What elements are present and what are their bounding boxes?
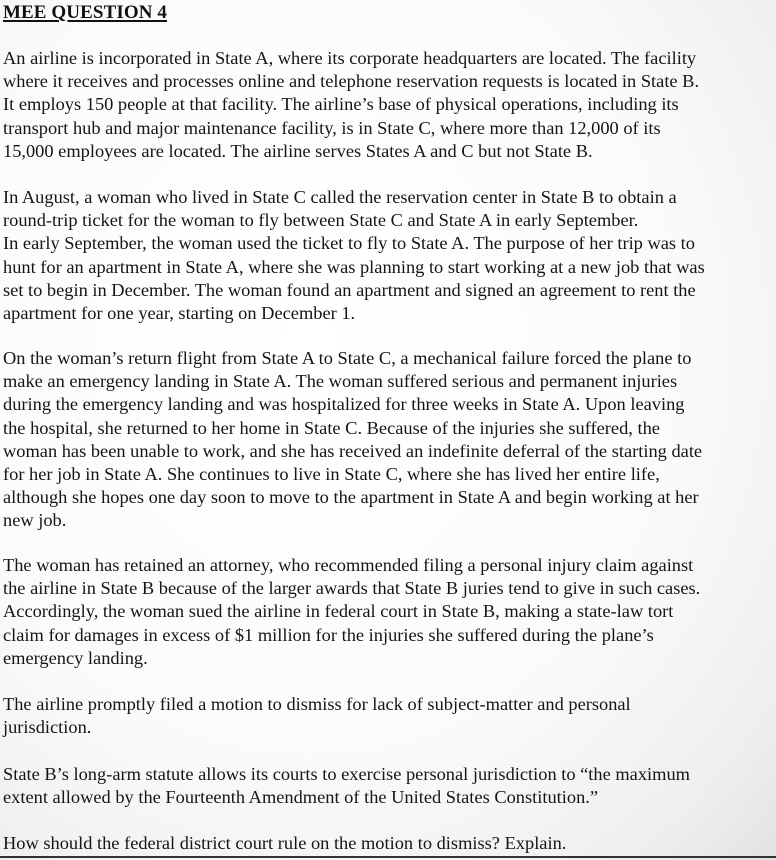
paragraph-woman-trip [3, 186, 775, 325]
text-line: State B’s long-arm statute allows its courts to exercise personal jurisdiction to “the maximum [3, 764, 690, 784]
text-line: jurisdiction. [3, 717, 92, 738]
text-line: transport hub and major maintenance facility, is in State C, where more than 12,000 of its [3, 117, 661, 138]
text-line: Accordingly, the woman sued the airline in federal court in State B, making a state-law tort [3, 601, 674, 622]
text-line: for her job in State A. She continues to live in State C, where she has lived her entire life, [3, 464, 660, 485]
text-line: hunt for an apartment in State A, where she was planning to start working at a new job that was [3, 256, 705, 277]
paragraph-lawsuit [3, 554, 775, 670]
text-line: apartment for one year, starting on December 1. [3, 303, 356, 324]
text-line: In early September, the woman used the ticket to fly to State A. The purpose of her trip was to [3, 233, 695, 254]
text-line: How should the federal district court rule on the motion to dismiss? Explain. [3, 833, 567, 853]
text-line: 15,000 employees are located. The airline serves States A and C but not State B. [3, 140, 593, 161]
question-title: MEE QUESTION 4 [3, 2, 167, 23]
text-line: where it receives and processes online and telephone reservation requests is located in State B. [3, 71, 700, 92]
paragraph-emergency-landing [3, 347, 775, 533]
text-line: An airline is incorporated in State A, where its corporate headquarters are located. The facility [3, 48, 697, 68]
paragraph-airline-facts [3, 47, 775, 163]
bottom-divider [0, 856, 776, 858]
text-line: It employs 150 people at that facility. The airline’s base of physical operations, including its [3, 94, 679, 115]
text-line: set to begin in December. The woman found an apartment and signed an agreement to rent the [3, 279, 696, 300]
text-line: claim for damages in excess of $1 million for the injuries she suffered during the plane’s [3, 624, 654, 645]
text-line: new job. [3, 510, 67, 531]
text-line: extent allowed by the Fourteenth Amendment of the United States Constitution.” [3, 787, 599, 808]
text-line: make an emergency landing in State A. The woman suffered serious and permanent injuries [3, 371, 678, 392]
text-line: during the emergency landing and was hospitalized for three weeks in State A. Upon leaving [3, 394, 685, 415]
text-line: round-trip ticket for the woman to fly between State C and State A in early September. [3, 210, 639, 231]
text-line: On the woman’s return flight from State A to State C, a mechanical failure forced the plane to [3, 348, 692, 368]
text-line: The woman has retained an attorney, who recommended filing a personal injury claim against [3, 555, 694, 575]
text-line: the airline in State B because of the larger awards that State B juries tend to give in such cases. [3, 578, 701, 599]
text-line: the hospital, she returned to her home in State C. Because of the injuries she suffered, the [3, 417, 660, 438]
paragraph-motion [3, 693, 775, 739]
text-line: although she hopes one day soon to move to the apartment in State A and begin working at her [3, 487, 699, 508]
text-line: In August, a woman who lived in State C called the reservation center in State B to obtain a [3, 187, 677, 207]
text-line: woman has been unable to work, and she has received an indefinite deferral of the starting date [3, 440, 703, 461]
paragraph-question [3, 832, 775, 855]
paragraph-long-arm-statute [3, 763, 775, 809]
text-line: emergency landing. [3, 647, 148, 668]
text-line: The airline promptly filed a motion to dismiss for lack of subject-matter and personal [3, 694, 631, 714]
